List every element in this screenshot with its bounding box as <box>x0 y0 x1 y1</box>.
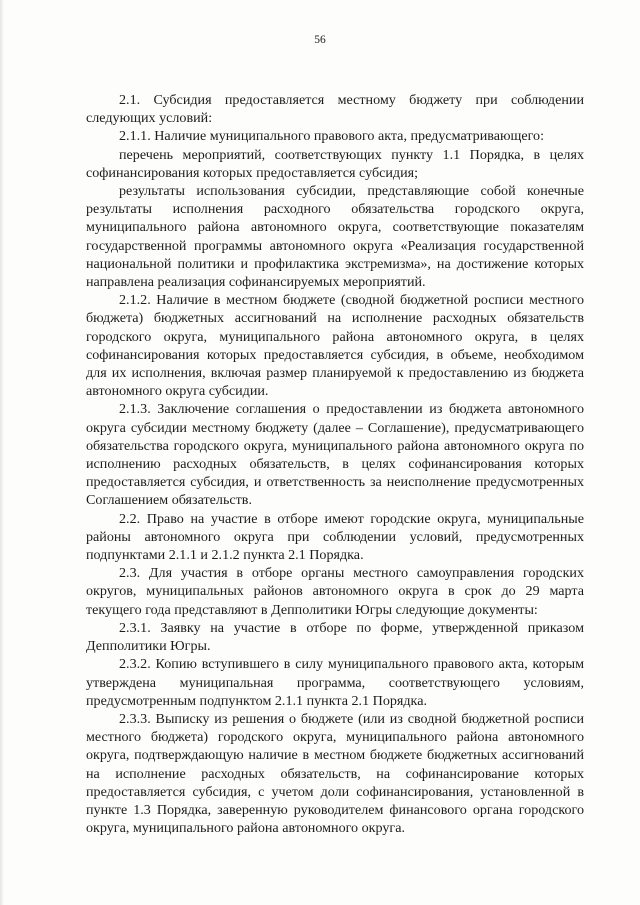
paragraph-2-2: 2.2. Право на участие в отборе имеют городские округа, муниципальные районы автономного округа при соблюдении условий, предусмотренных подпунктами 2.1.1 и 2.1.2 пункта 2.1 Порядка. <box>86 510 584 564</box>
paragraph-2-3-3: 2.3.3. Выписку из решения о бюджете (или из сводной бюджетной росписи местного бюджета) городского округа, муниципального района автономного округа, подтверждающую наличие в местном бюджете бюджетных ассигнований на исполнение расходных обязательств, на софинансирование которых предоставляется субсидия, с учетом доли софинансирования, установленной в пункте 1.3 Порядка, заверенную руководителем финансового органа городского округа, муниципального района автономного округа. <box>86 710 584 837</box>
paragraph-2-3: 2.3. Для участия в отборе органы местного самоуправления городских округов, муниципальных районов автономного округа в срок до 29 марта текущего года представляют в Депполитики Югры следующие документы: <box>86 565 584 618</box>
paragraph-events-list: перечень мероприятий, соответствующих пункту 1.1 Порядка, в целях софинансирования которых предоставляется субсидия; <box>86 146 584 181</box>
paragraph-2-1-3: 2.1.3. Заключение соглашения о предоставлении из бюджета автономного округа субсидии местному бюджету (далее – Соглашение), предусматривающего обязательства городского округа, муниципального района автономного округа по исполнению расходных обязательств, в целях софинансирования которых предоставляется субсидия, и ответственность за неисполнение предусмотренных Соглашением обязательств. <box>86 401 584 509</box>
paragraph-subsidy-results: результаты использования субсидии, представляющие собой конечные результаты исполнения расходного обязательства городского округа, муниципального района автономного округа, соответствующие показателям государственной программы автономного округа «Реализация государственной национальной политики и профилактика экстремизма», на достижение которых направлена реализация софинансируемых мероприятий. <box>86 183 584 291</box>
document-body <box>86 91 584 837</box>
paragraph-2-3-1: 2.3.1. Заявку на участие в отборе по форме, утвержденной приказом Депполитики Югры. <box>86 619 584 655</box>
paragraph-2-1-2: 2.1.2. Наличие в местном бюджете (сводной бюджетной росписи местного бюджета) бюджетных ассигнований на исполнение расходных обязательств городского округа, муниципального района автономного округа, в целях софинансирования которых предоставляется субсидия, в объеме, необходимом для их исполнения, включая размер планируемой к предоставлению из бюджета автономного округа субсидии. <box>86 292 584 400</box>
scan-edge <box>0 0 4 905</box>
paragraph-2-1-1: 2.1.1. Наличие муниципального правового акта, предусматривающего: <box>119 128 545 145</box>
page-number: 56 <box>314 34 326 46</box>
paragraph-2-1: 2.1. Субсидия предоставляется местному бюджету при соблюдении следующих условий: <box>86 92 584 127</box>
paragraph-2-3-2: 2.3.2. Копию вступившего в силу муниципального правового акта, которым утверждена муниципальная программа, соответствующего условиям, предусмотренным подпунктом 2.1.1 пункта 2.1 Порядка. <box>86 656 584 709</box>
